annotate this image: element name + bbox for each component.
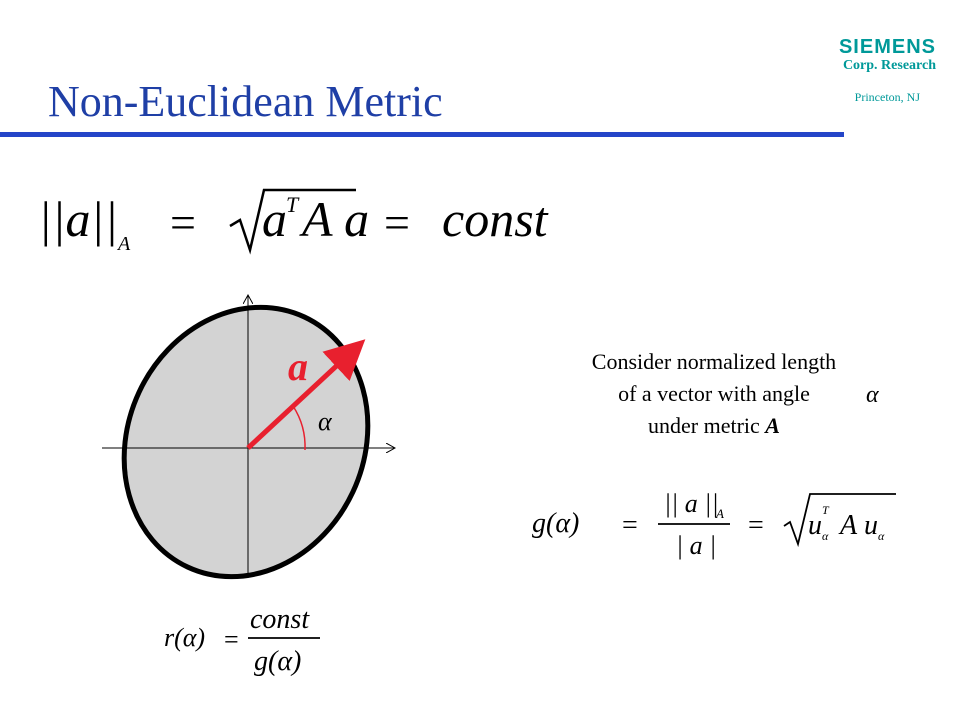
radicand-rest: A a	[302, 191, 370, 247]
g-equals-1: =	[622, 510, 638, 541]
g-denominator: | a |	[676, 531, 717, 560]
brand-division: Corp. Research	[842, 58, 936, 73]
description-text	[528, 346, 900, 442]
alpha-symbol: α	[866, 382, 879, 408]
g-u-sub: α	[822, 529, 829, 543]
g-u: u	[808, 510, 822, 541]
brand-location: Princeton, NJ	[854, 90, 920, 104]
g-numerator: || a ||	[664, 489, 719, 518]
description-line-3	[528, 410, 900, 442]
angle-label: α	[318, 407, 332, 436]
g-equation	[528, 480, 908, 570]
description-line-2: of a vector with angle	[618, 381, 810, 406]
g-lhs: g(α)	[532, 508, 580, 539]
g-u2: u	[864, 510, 878, 541]
transpose-sup: T	[286, 192, 299, 217]
r-equals: =	[224, 625, 239, 654]
r-lhs: r(α)	[164, 623, 206, 652]
main-equation	[30, 180, 570, 260]
description-line-1: Consider normalized length	[591, 349, 837, 374]
metric-symbol: A	[765, 413, 780, 438]
equals-sign-1: =	[170, 197, 196, 248]
norm-lhs: ||a||	[38, 191, 118, 247]
r-numerator: const	[250, 604, 310, 635]
siemens-logo: SIEMENS	[838, 36, 936, 58]
ellipse-diagram	[96, 290, 406, 590]
norm-subscript: A	[118, 233, 131, 255]
slide-title: Non-Euclidean Metric	[48, 77, 443, 126]
title-underline	[0, 132, 844, 137]
g-u2-sub: α	[878, 529, 885, 543]
description-line-3-text: under metric	[648, 413, 760, 438]
equals-sign-2: =	[384, 197, 410, 248]
const-term: const	[442, 191, 548, 247]
g-u-sup: T	[822, 503, 829, 517]
r-denominator: g(α)	[254, 646, 302, 677]
brand-block	[790, 36, 936, 74]
g-matrix-a: A	[840, 510, 858, 541]
metric-ellipse	[96, 290, 406, 590]
r-equation	[162, 598, 332, 684]
vector-label: a	[288, 344, 308, 389]
radicand-a: a	[262, 191, 287, 247]
g-numerator-sub: A	[716, 506, 724, 521]
g-equals-2: =	[748, 510, 764, 541]
